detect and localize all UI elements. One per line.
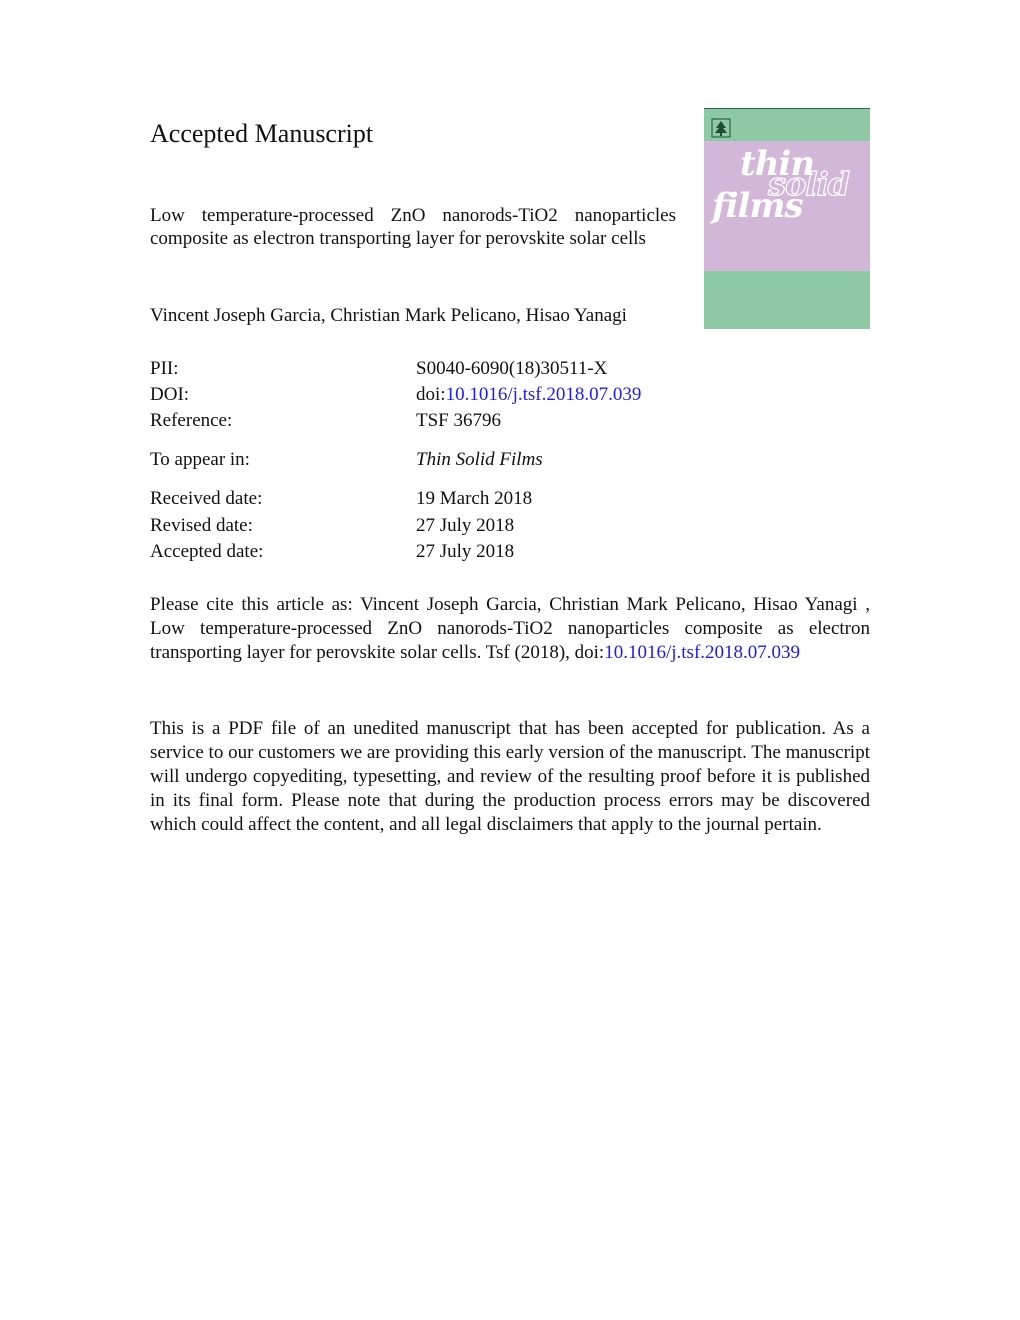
article-authors: Vincent Joseph Garcia, Christian Mark Pelicano, Hisao Yanagi bbox=[150, 305, 627, 326]
page-title: Accepted Manuscript bbox=[150, 119, 374, 148]
manuscript-notice: This is a PDF file of an unedited manuscript that has been accepted for publication. As a service to our customers we are providing this early version of the manuscript. The manuscript will undergo copyediting, typesetting, and review of the resulting proof before it is published in its final form. Please note that during the production process errors may be discovered which could affect the content, and all legal disclaimers that apply to the journal pertain. bbox=[150, 718, 870, 835]
article-title: Low temperature-processed ZnO nanorods-TiO2 nanoparticles composite as electron transporting layer for perovskite solar cells bbox=[150, 205, 676, 249]
meta-row-reference bbox=[150, 409, 750, 435]
citation-text: Please cite this article as: Vincent Joseph Garcia, Christian Mark Pelicano, Hisao Yanagi , Low temperature-processed ZnO nanorods-TiO2 nanoparticles composite as electron transporting layer for perovskite solar cells. Tsf (2018), doi: bbox=[150, 594, 870, 663]
meta-row-appear bbox=[150, 448, 750, 474]
revised-label: Revised date: bbox=[150, 515, 253, 536]
citation-paragraph bbox=[150, 593, 870, 665]
accepted-label: Accepted date: bbox=[150, 541, 264, 562]
citation-doi-link[interactable]: 10.1016/j.tsf.2018.07.039 bbox=[604, 642, 801, 663]
appear-label: To appear in: bbox=[150, 449, 250, 470]
reference-label: Reference: bbox=[150, 410, 233, 431]
cover-word-solid: solid bbox=[768, 165, 850, 203]
meta-row-accepted bbox=[150, 540, 750, 566]
doi-prefix: doi: bbox=[416, 384, 446, 405]
doi-label: DOI: bbox=[150, 384, 190, 405]
journal-name: Thin Solid Films bbox=[416, 449, 543, 470]
accepted-value: 27 July 2018 bbox=[416, 541, 515, 562]
reference-value: TSF 36796 bbox=[416, 410, 501, 431]
cover-word-thin: thin bbox=[740, 144, 815, 184]
doi-link[interactable]: 10.1016/j.tsf.2018.07.039 bbox=[445, 384, 642, 405]
meta-row-doi bbox=[150, 383, 750, 409]
meta-row-revised bbox=[150, 514, 750, 540]
received-value: 19 March 2018 bbox=[416, 488, 533, 509]
doi-value-wrap bbox=[416, 383, 641, 407]
elsevier-tree-icon bbox=[711, 118, 731, 138]
meta-row-pii bbox=[150, 357, 750, 383]
received-label: Received date: bbox=[150, 488, 263, 509]
pii-label: PII: bbox=[150, 358, 179, 379]
journal-cover-image bbox=[704, 108, 870, 329]
cover-word-films: films bbox=[712, 186, 803, 226]
meta-row-received bbox=[150, 487, 750, 513]
revised-value: 27 July 2018 bbox=[416, 515, 515, 536]
pii-value: S0040-6090(18)30511-X bbox=[416, 358, 608, 379]
